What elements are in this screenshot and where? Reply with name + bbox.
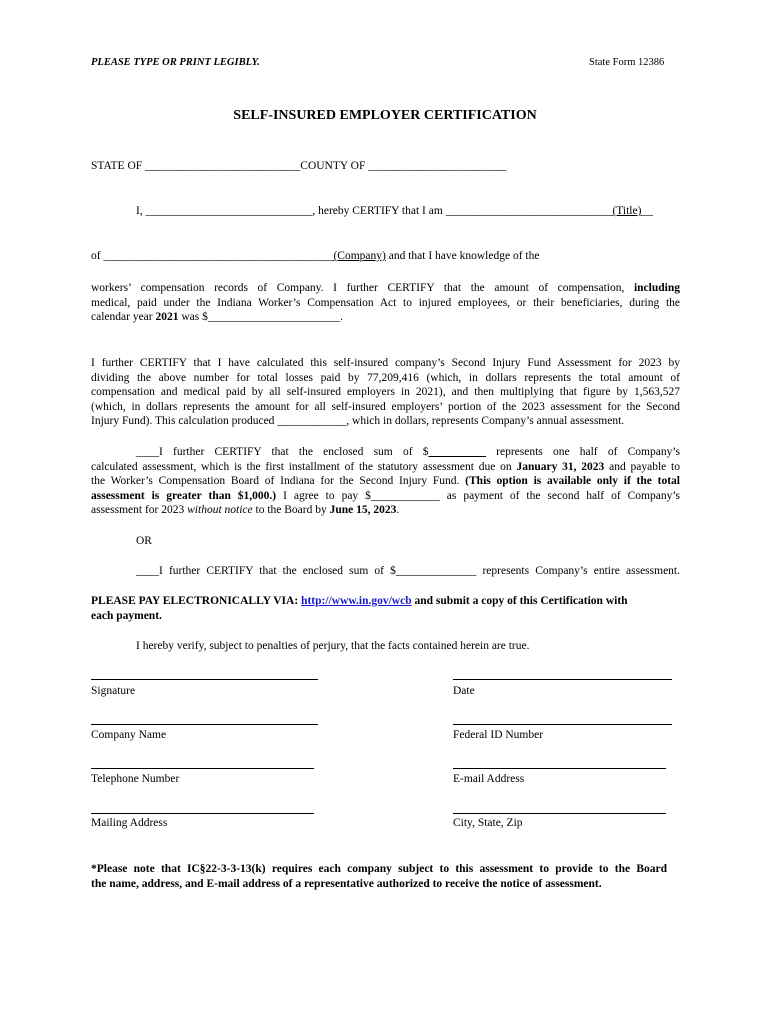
certify-line	[136, 204, 653, 219]
option1-condition-end: assessment is greater than $1,000.)	[91, 489, 277, 502]
signature-label: Signature	[91, 685, 136, 697]
para2-line1: I further CERTIFY that I have calculated this self-insured company’s Second Injury Fund Assessment for 2023 by	[91, 357, 680, 369]
para1-was: was $	[178, 311, 208, 324]
pay-instruction: and submit a copy of this Certification with	[411, 595, 628, 607]
without-notice: without notice	[187, 504, 253, 517]
para2-line2: dividing the above number for total losses paid by 77,209,416 (which, in dollars represents the total amount of	[91, 371, 680, 384]
option1-line4: I agree to pay $____________ as payment of the second half of Company’s	[276, 489, 680, 502]
option1-checkbox-line[interactable]: ____I further CERTIFY that the enclosed sum of $	[136, 446, 429, 458]
half-sum-field[interactable]: __________	[428, 446, 486, 458]
certify-text: , hereby CERTIFY that I am	[312, 205, 446, 217]
telephone-line[interactable]	[91, 768, 314, 769]
title-label: (Title)	[612, 205, 642, 217]
para2-line4: (which, in dollars represents the amount for all self-insured employers’ portion of the 2023 assessment for the Second	[91, 400, 680, 413]
pay-line2: each payment.	[91, 610, 162, 622]
para1-line3: calendar year	[91, 311, 156, 324]
federal-id-line[interactable]	[453, 724, 672, 725]
mailing-address-line[interactable]	[91, 813, 314, 814]
name-field[interactable]: _____________________________	[145, 205, 313, 217]
para2-line3: compensation and medical paid by all self-insured employers in 2021), and then multiplying that figure by 1,563,527	[91, 386, 680, 399]
print-instruction: PLEASE TYPE OR PRINT LEGIBLY.	[91, 57, 260, 68]
title-trail: __	[641, 205, 653, 217]
company-label: (Company)	[333, 250, 386, 262]
assessment-note	[91, 862, 667, 891]
first-due-date: January 31, 2023	[516, 460, 605, 473]
federal-id-label: Federal ID Number	[453, 729, 544, 741]
county-label: COUNTY OF	[300, 160, 369, 172]
para1-line2: medical, paid under the Indiana Worker’s Compensation Act to injured employees, or their beneficiaries, during the	[91, 296, 680, 309]
compensation-paragraph	[91, 281, 680, 325]
signature-line[interactable]	[91, 679, 318, 680]
date-line[interactable]	[453, 679, 672, 680]
option1-line2: calculated assessment, which is the first installment of the statutory assessment due on	[91, 460, 517, 473]
pay-label: PLEASE PAY ELECTRONICALLY VIA:	[91, 595, 302, 607]
note-line1: *Please note that IC§22-3-3-13(k) requires each company subject to this assessment to provide to the Board	[91, 863, 667, 875]
para1-line1: workers’ compensation records of Company. I further CERTIFY that the amount of compensation,	[91, 282, 634, 294]
page-title: SELF-INSURED EMPLOYER CERTIFICATION	[233, 108, 537, 123]
para1-year: 2021	[155, 311, 179, 324]
company-name-line[interactable]	[91, 724, 318, 725]
option1-represents: represents one half of Company’s	[485, 446, 680, 458]
option1-line5: assessment for 2023	[91, 504, 188, 517]
compensation-amount-field[interactable]: _______________________	[207, 311, 341, 324]
second-due-date: June 15, 2023	[329, 504, 397, 517]
para1-period: .	[340, 311, 343, 324]
para2-line5: Injury Fund). This calculation produced ____________, which in dollars, represents Company’s annual assessment.	[91, 415, 625, 428]
option1-board: to the Board by	[252, 504, 330, 517]
or-label: OR	[136, 535, 152, 547]
email-label: E-mail Address	[453, 773, 525, 785]
option1-line3: the Worker’s Compensation Board of Indiana for the Second Injury Fund.	[91, 475, 466, 488]
telephone-label: Telephone Number	[91, 773, 180, 785]
option-entire-payment[interactable]: ____I further CERTIFY that the enclosed sum of $______________ represents Company’s entire assessment.	[136, 565, 680, 577]
payment-link[interactable]: http://www.in.gov/wcb	[301, 595, 412, 607]
pay-electronically	[91, 594, 628, 609]
option-half-payment	[91, 445, 680, 518]
title-field[interactable]: _____________________________	[445, 205, 613, 217]
city-state-zip-line[interactable]	[453, 813, 666, 814]
date-label: Date	[453, 685, 475, 697]
para1-including: including	[633, 282, 680, 294]
company-field[interactable]: ________________________________________	[103, 250, 334, 262]
note-line2: the name, address, and E-mail address of a representative authorized to receive the notice of assessment.	[91, 877, 602, 890]
mailing-address-label: Mailing Address	[91, 817, 168, 829]
city-state-zip-label: City, State, Zip	[453, 817, 523, 829]
option1-payable: and payable to	[604, 460, 680, 473]
i-label: I,	[136, 205, 146, 217]
state-county-line	[91, 159, 506, 174]
verify-statement: I hereby verify, subject to penalties of perjury, that the facts contained herein are true.	[136, 640, 530, 652]
email-line[interactable]	[453, 768, 666, 769]
company-name-label: Company Name	[91, 729, 167, 741]
state-label: STATE OF	[91, 160, 146, 172]
form-number: State Form 12386	[589, 57, 665, 68]
state-field[interactable]: ___________________________	[145, 160, 301, 172]
option1-condition: (This option is available only if the total	[465, 475, 681, 488]
company-line	[91, 249, 539, 264]
option1-period: .	[396, 504, 400, 517]
calculation-paragraph	[91, 356, 680, 429]
knowledge-text: and that I have knowledge of the	[385, 250, 540, 262]
county-field[interactable]: ________________________	[368, 160, 507, 172]
of-label: of	[91, 250, 104, 262]
